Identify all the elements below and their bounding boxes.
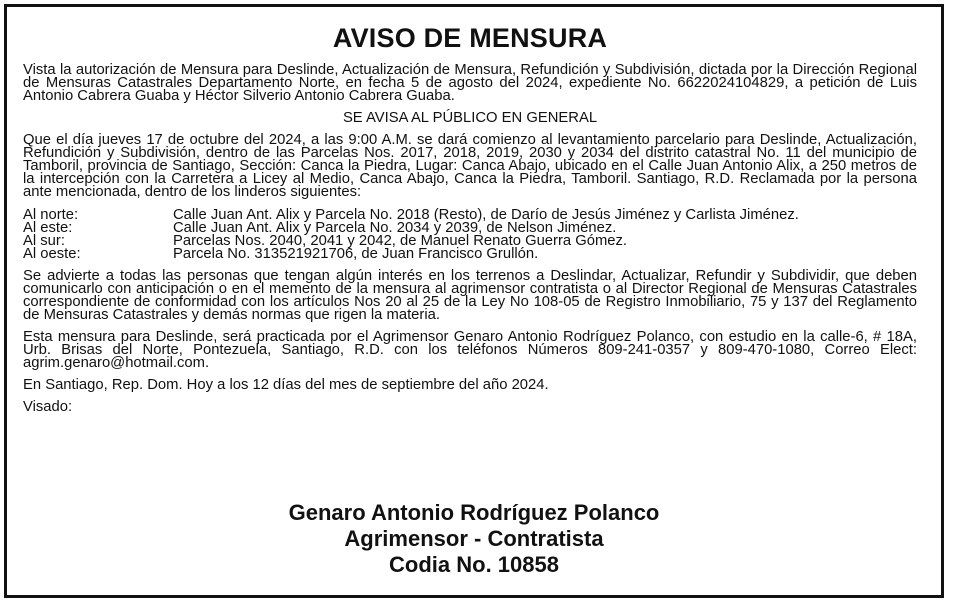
signature-name: Genaro Antonio Rodríguez Polanco	[288, 500, 660, 525]
signature-block	[7, 500, 941, 578]
survey-details-paragraph: Que el día jueves 17 de octubre del 2024, a las 9:00 A.M. se dará comienzo al levantamiento parcelario para Deslinde, Actualización, Refundición y Subdivisión, dentro de las Parcelas Nos. 2017, 2018, 2019, 2030 y 2034 del distrito catastral No. 11 del municipio de Tamboril, provincia de Santiago, Sección: Canca la Piedra, Lugar: Canca Abajo, ubicado en el Calle Juan Antonio Alix, a 250 metros de la intercepción con la Carretera a Licey al Medio, Canca Abajo, Canca la Piedra, Tamboril. Santiago, R.D. Reclamada por la persona ante mencionada, dentro de los linderos siguientes:	[23, 132, 917, 200]
boundary-value: Parcela No. 313521921706, de Juan Francisco Grullón.	[173, 246, 539, 262]
boundary-label: Al oeste:	[23, 246, 81, 262]
warning-paragraph: Se advierte a todas las personas que tengan algún interés en los terrenos a Deslindar, Actualizar, Refundir y Subdividir, que deben comunicarlo con anticipación o en el memento de la mensura al agrimensor contratista o al Director Regional de Mensuras Catastrales correspondiente de conformidad con los artículos Nos 20 al 25 de la Ley No 108-05 de Registro Inmobiliario, 75 y 137 del Reglamento de Mensuras Catastrales y demás normas que rigen la materia.	[23, 268, 917, 323]
boundary-value: Calle Juan Ant. Alix y Parcela No. 2018 (Resto), de Darío de Jesús Jiménez y Carlista Jiménez.	[173, 207, 799, 223]
surveyor-contact-paragraph: Esta mensura para Deslinde, será practicada por el Agrimensor Genaro Antonio Rodríguez Polanco, con estudio en la calle-6, # 18A, Urb. Brisas del Norte, Pontezuela, Santiago, R.D. con los teléfonos Números 809-241-0357 y 809-470-1080, Correo Elect: agrim.genaro@hotmail.com.	[23, 329, 917, 371]
boundary-label: Al sur:	[23, 233, 65, 249]
boundary-label: Al este:	[23, 220, 73, 236]
boundary-value: Calle Juan Ant. Alix y Parcela No. 2034 y 2039, de Nelson Jiménez.	[173, 220, 617, 236]
notice-frame	[4, 4, 944, 598]
signature-role: Agrimensor - Contratista	[344, 526, 604, 551]
boundary-value: Parcelas Nos. 2040, 2041 y 2042, de Manuel Renato Guerra Gómez.	[173, 233, 628, 249]
boundaries-list	[23, 209, 917, 261]
signature-codia: Codia No. 10858	[389, 552, 559, 577]
notice-content	[23, 21, 917, 414]
boundary-west	[23, 248, 917, 261]
date-line: En Santiago, Rep. Dom. Hoy a los 12 días del mes de septiembre del año 2024.	[23, 377, 549, 393]
notice-title: AVISO DE MENSURA	[332, 23, 608, 53]
intro-paragraph: Vista la autorización de Mensura para Deslinde, Actualización de Mensura, Refundición y Subdivisión, dictada por la Dirección Regional de Mensuras Catastrales Departamento Norte, en fecha 5 de agosto del 2024, expediente No. 6622024104829, a petición de Luis Antonio Cabrera Guaba y Héctor Silverio Antonio Cabrera Guaba.	[23, 62, 917, 104]
boundary-label: Al norte:	[23, 207, 79, 223]
visado-label: Visado:	[23, 399, 73, 415]
public-notice-heading: SE AVISA AL PÚBLICO EN GENERAL	[342, 110, 598, 126]
